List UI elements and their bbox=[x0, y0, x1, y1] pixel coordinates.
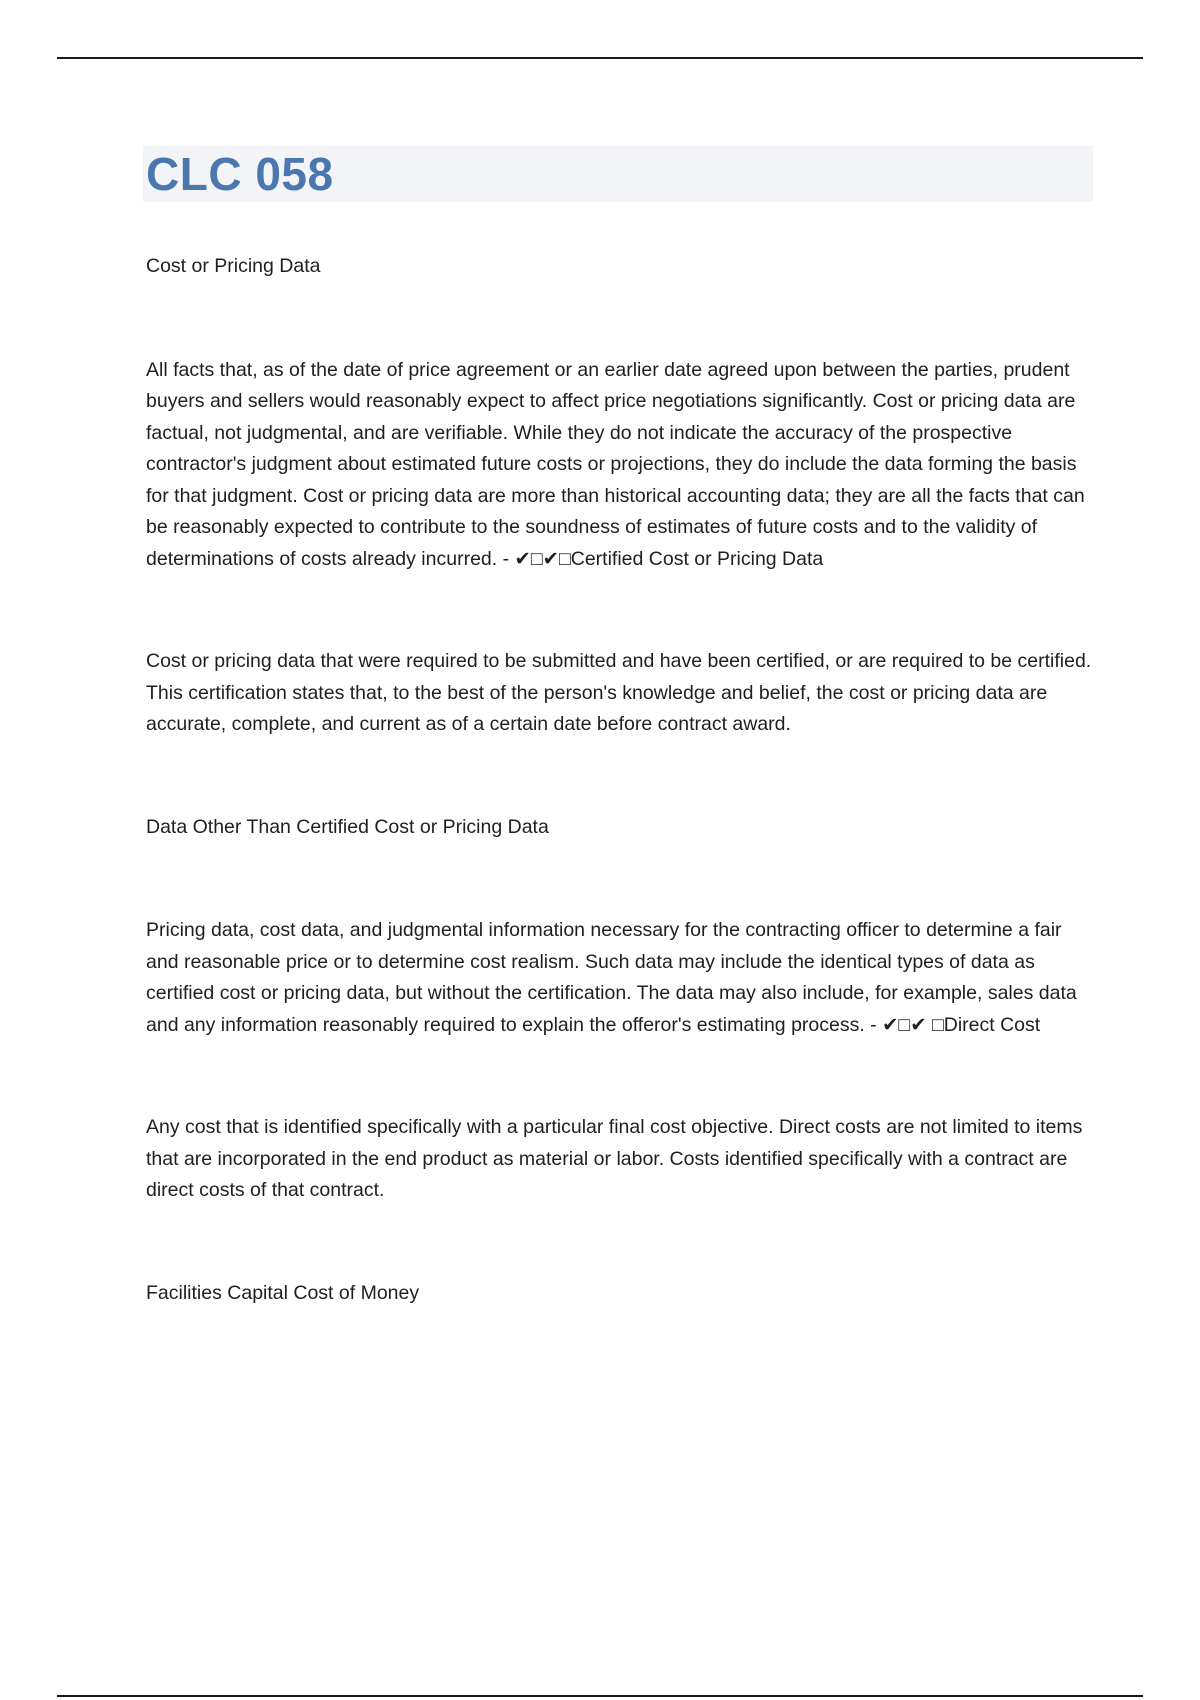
footer-rule bbox=[57, 1695, 1143, 1697]
document-body bbox=[146, 251, 1096, 1381]
term-cost-or-pricing-data: Cost or Pricing Data bbox=[146, 255, 321, 277]
definition-data-other-than-certified: Pricing data, cost data, and judgmental information necessary for the contracting officer to determine a fair and reasonable price or to determine cost realism. Such data may include the identical types of data as certified cost or pricing data, but without the certification. The data may also include, for example, sales data and any information reasonably required to explain the offeror's estimating process. - ✔□✔ □Direct Cost bbox=[146, 919, 1077, 1036]
definition-direct-cost: Any cost that is identified specifically with a particular final cost objective. Direct costs are not limited to items that are incorporated in the end product as material or labor. Costs identified specifically with a contract are direct costs of that contract. bbox=[146, 1116, 1083, 1201]
definition-cost-or-pricing-data: All facts that, as of the date of price agreement or an earlier date agreed upon between the parties, prudent buyers and sellers would reasonably expect to affect price negotiations significantly. Cost or pricing data are factual, not judgmental, and are verifiable. While they do not indicate the accuracy of the prospective contractor's judgment about estimated future costs or projections, they do include the data forming the basis for that judgment. Cost or pricing data are more than historical accounting data; they are all the facts that can be reasonably expected to contribute to the soundness of estimates of future costs and to the validity of determinations of costs already incurred. - ✔□✔□Certified Cost or Pricing Data bbox=[146, 358, 1085, 570]
header-rule bbox=[57, 57, 1143, 59]
term-facilities-capital-cost-of-money: Facilities Capital Cost of Money bbox=[146, 1281, 420, 1304]
term-data-other-than-certified: Data Other Than Certified Cost or Pricing Data bbox=[146, 815, 549, 838]
definition-certified-cost-or-pricing-data: Cost or pricing data that were required to be submitted and have been certified, or are required to be certified. This certification states that, to the best of the person's knowledge and belief, the cost or pricing data are accurate, complete, and current as of a certain date before contract award. bbox=[146, 650, 1092, 735]
document-title: CLC 058 bbox=[146, 148, 334, 200]
